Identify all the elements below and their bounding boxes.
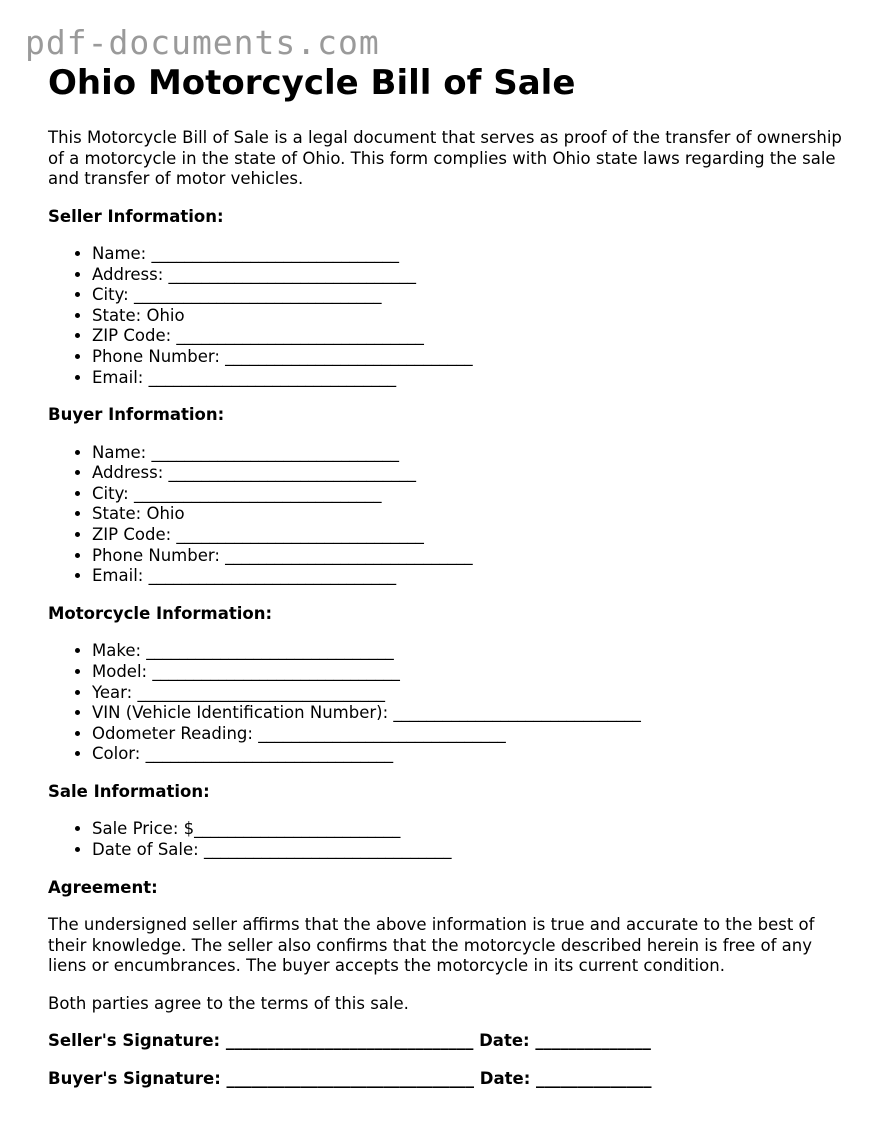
seller-phone-field[interactable]: • Phone Number: ______________________________ [92, 347, 848, 368]
odometer-field[interactable]: • Odometer Reading: ______________________________ [92, 724, 848, 745]
seller-email-field[interactable]: • Email: ______________________________ [92, 368, 848, 389]
color-field[interactable]: • Color: ______________________________ [92, 744, 848, 765]
seller-zip-field[interactable]: • ZIP Code: ______________________________ [92, 326, 848, 347]
buyer-address-field[interactable]: • Address: ______________________________ [92, 463, 848, 484]
buyer-name-field[interactable]: • Name: ______________________________ [92, 443, 848, 464]
agreement-paragraph: The undersigned seller affirms that the above information is true and accurate to the best of their knowledge. The seller also confirms that the motorcycle described herein is free of any liens or encumbrances. The buyer accepts the motorcycle in its current condition. [48, 915, 815, 976]
sale-price-field[interactable]: • Sale Price: $_________________________ [92, 819, 848, 840]
both-parties-statement: Both parties agree to the terms of this sale. [48, 993, 409, 1013]
agreement-heading: Agreement: [48, 877, 158, 897]
seller-address-field[interactable]: • Address: ______________________________ [92, 265, 848, 286]
sale-heading: Sale Information: [48, 781, 210, 801]
seller-heading: Seller Information: [48, 206, 224, 226]
sale-list [48, 819, 848, 860]
document-body [48, 62, 848, 1089]
year-field[interactable]: • Year: ______________________________ [92, 683, 848, 704]
buyer-state-field: • State: Ohio [92, 504, 848, 525]
buyer-phone-field[interactable]: • Phone Number: ______________________________ [92, 546, 848, 567]
intro-paragraph: This Motorcycle Bill of Sale is a legal document that serves as proof of the transfer of ownership of a motorcycle in the state of Ohio. This form complies with Ohio state laws regarding the sale and transfer of motor vehicles. [48, 128, 842, 188]
motorcycle-heading: Motorcycle Information: [48, 603, 273, 623]
seller-list [48, 244, 848, 388]
page-title: Ohio Motorcycle Bill of Sale [48, 63, 576, 103]
seller-city-field[interactable]: • City: ______________________________ [92, 285, 848, 306]
buyer-signature-line[interactable]: Buyer's Signature: ______________________________ Date: ______________ [48, 1068, 652, 1088]
watermark: pdf-documents.com [25, 23, 380, 62]
buyer-zip-field[interactable]: • ZIP Code: ______________________________ [92, 525, 848, 546]
vin-field[interactable]: • VIN (Vehicle Identification Number): ______________________________ [92, 703, 848, 724]
model-field[interactable]: • Model: ______________________________ [92, 662, 848, 683]
seller-name-field[interactable]: • Name: ______________________________ [92, 244, 848, 265]
seller-state-field: • State: Ohio [92, 306, 848, 327]
seller-signature-line[interactable]: Seller's Signature: ______________________________ Date: ______________ [48, 1031, 651, 1051]
make-field[interactable]: • Make: ______________________________ [92, 641, 848, 662]
buyer-city-field[interactable]: • City: ______________________________ [92, 484, 848, 505]
buyer-heading: Buyer Information: [48, 405, 225, 425]
sale-date-field[interactable]: • Date of Sale: ______________________________ [92, 840, 848, 861]
motorcycle-list [48, 641, 848, 765]
buyer-email-field[interactable]: • Email: ______________________________ [92, 566, 848, 587]
buyer-list [48, 443, 848, 587]
